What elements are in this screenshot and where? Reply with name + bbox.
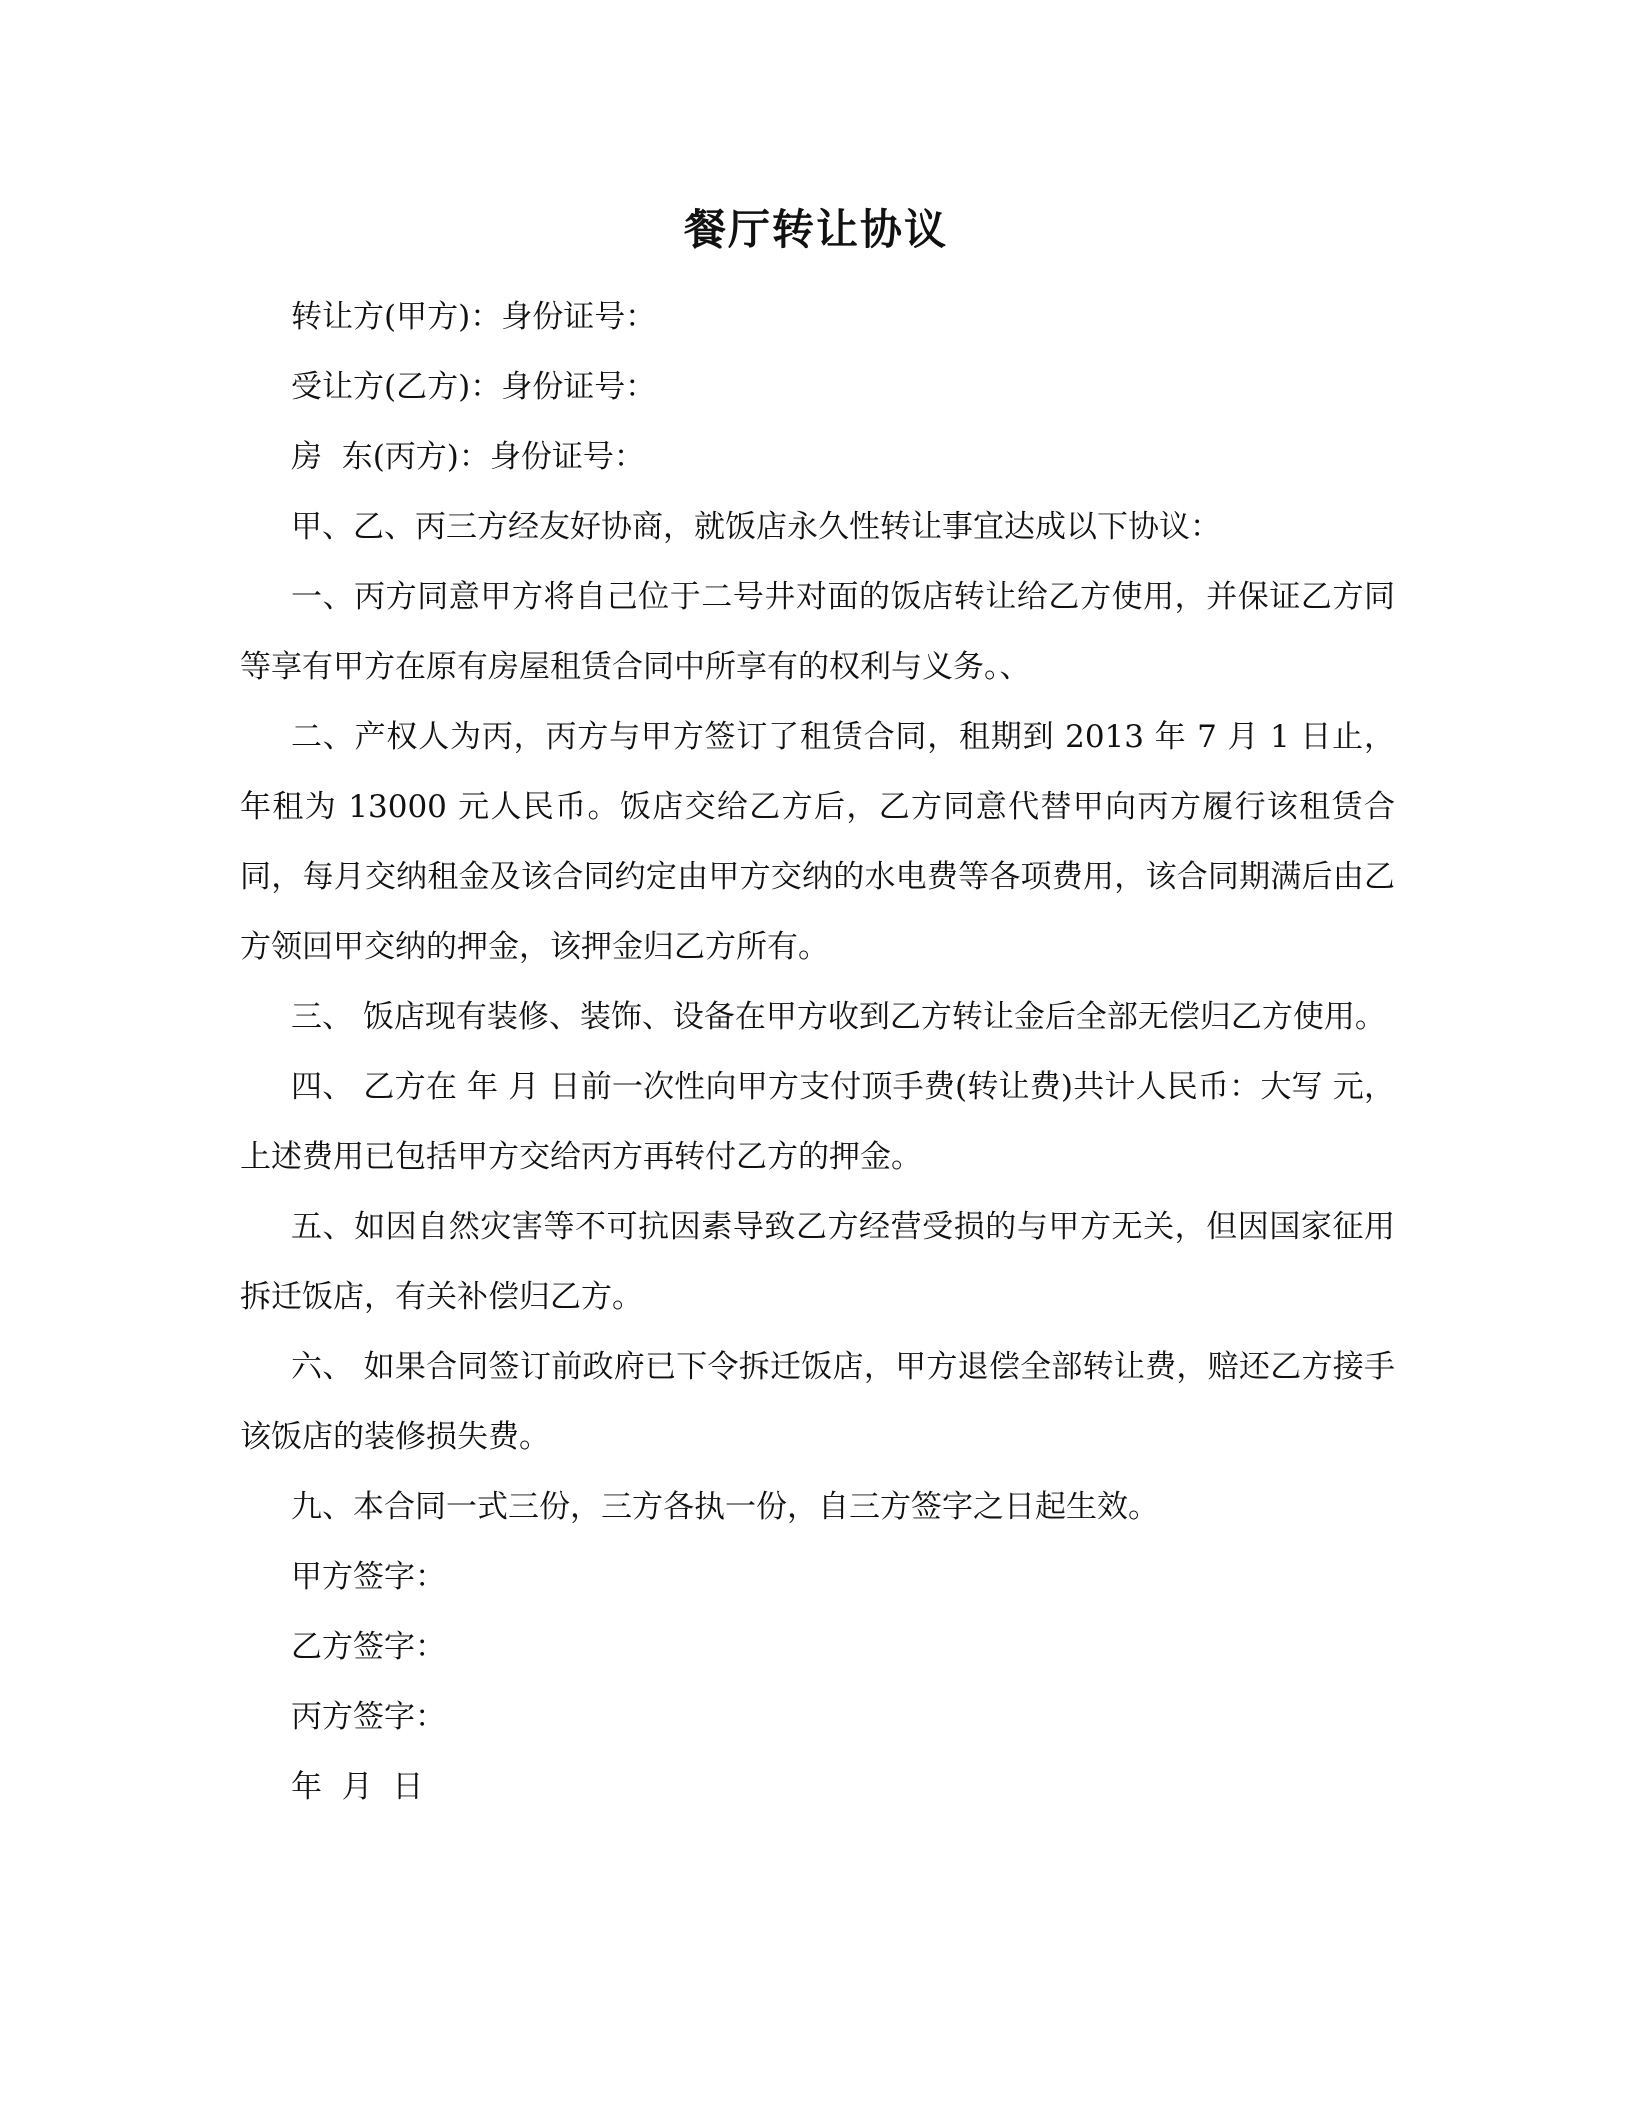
clause-2: 二、产权人为丙，丙方与甲方签订了租赁合同，租期到 2013 年 7 月 1 日止，年租为 13000 元人民币。饭店交给乙方后，乙方同意代替甲向丙方履行该租赁合同，每月交纳租金及该合同约定由甲方交纳的水电费等各项费用，该合同期满后由乙方领回甲交纳的押金，该押金归乙方所有。 <box>240 719 1395 965</box>
clause-1: 一、丙方同意甲方将自己位于二号井对面的饭店转让给乙方使用，并保证乙方同等享有甲方在原有房屋租赁合同中所享有的权利与义务。、 <box>240 579 1395 685</box>
clause-9: 九、本合同一式三份，三方各执一份，自三方签字之日起生效。 <box>291 1489 1159 1525</box>
document-title: 餐厅转让协议 <box>683 205 948 254</box>
signature-party-c: 丙方签字： <box>291 1699 446 1735</box>
signature-party-b: 乙方签字： <box>291 1629 446 1665</box>
signature-party-a: 甲方签字： <box>291 1559 446 1595</box>
party-landlord: 房 东(丙方)：身份证号： <box>291 439 645 475</box>
document-body <box>240 282 1395 1822</box>
clause-4: 四、 乙方在 年 月 日前一次性向甲方支付顶手费(转让费)共计人民币：大写 元，上述费用已包括甲方交给丙方再转付乙方的押金。 <box>240 1069 1395 1175</box>
clause-6: 六、 如果合同签订前政府已下令拆迁饭店，甲方退偿全部转让费，赔还乙方接手该饭店的装修损失费。 <box>240 1349 1395 1455</box>
party-transferee: 受让方(乙方)：身份证号： <box>291 369 657 405</box>
party-transferor: 转让方(甲方)：身份证号： <box>291 299 657 335</box>
clause-3: 三、 饭店现有装修、装饰、设备在甲方收到乙方转让金后全部无偿归乙方使用。 <box>291 999 1386 1035</box>
clause-5: 五、如因自然灾害等不可抗因素导致乙方经营受损的与甲方无关，但因国家征用拆迁饭店，有关补偿归乙方。 <box>240 1209 1395 1315</box>
date-line: 年 月 日 <box>291 1769 424 1805</box>
intro-paragraph: 甲、乙、丙三方经友好协商，就饭店永久性转让事宜达成以下协议： <box>291 509 1221 545</box>
